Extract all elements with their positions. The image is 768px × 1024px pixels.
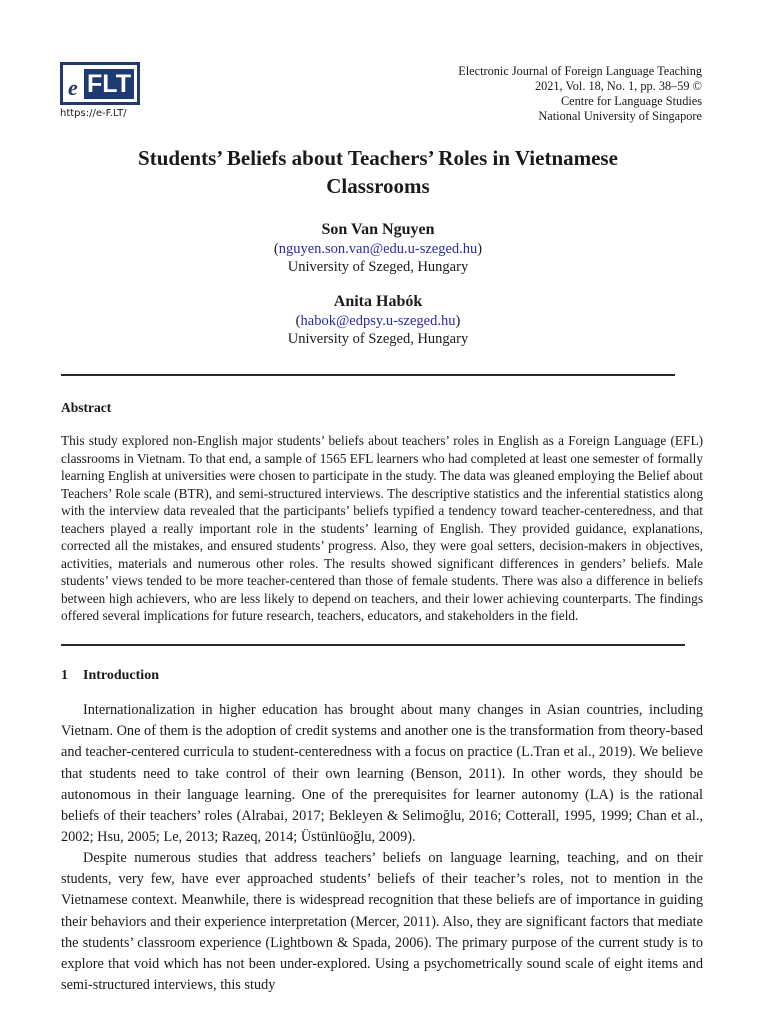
journal-volume: 2021, Vol. 18, No. 1, pp. 38–59 © bbox=[534, 79, 702, 93]
author-affiliation: University of Szeged, Hungary bbox=[287, 331, 469, 347]
author-affiliation: University of Szeged, Hungary bbox=[287, 259, 469, 275]
abstract-text: This study explored non-English major students’ beliefs about teachers’ roles in English as a Foreign Language (EFL) classrooms in Vietnam. To that end, a sample of 1565 EFL learners who had completed at least one semester of formally learning English at universities were chosen to participate in the study. The data was gleaned employing the Belief about Teachers’ Role scale (BTR), and semi-structured interviews. The descriptive statistics and the inferential statistics along with the interview data revealed that the participants’ beliefs typified a tendency toward teacher-centeredness, and that teachers played a really important role in the students’ learning of English. They provided guidance, explanations, corrected all the mistakes, and ensured students’ progress. Also, they were goal setters, decision-makers in objectives, activities, materials and numerous other roles. The results showed significant differences in genders’ beliefs. Male students’ views tended to be more teacher-centered than those of female students. There was also a difference in beliefs between high achievers, who are less likely to depend on teachers, and their lower achieving counterparts. The findings offered several implications for future research, teachers, educators, and stakeholders in the field. bbox=[61, 433, 703, 623]
logo-e-letter: e bbox=[68, 75, 78, 100]
intro-paragraph-1: Internationalization in higher education has brought about many changes in Asian countries, including Vietnam. One of them is the adoption of credit systems and another one is the transformation from theory-based and teacher-centered curricula to student-centeredness with a focus on practice (L.Tran et al., 2019). We believe that students need to take control of their own learning (Benson, 2011). In other words, they should be autonomous in their language learning. One of the prerequisites for learner autonomy (LA) is the rational beliefs of their teachers’ roles (Alrabai, 2017; Bekleyen & Selimoğlu, 2016; Cotterall, 1995, 1999; Chan et al., 2002; Hsu, 2005; Le, 2013; Razeq, 2014; Üstünlüoğlu, 2009). bbox=[61, 702, 703, 846]
paper-title-line-1: Students’ Beliefs about Teachers’ Roles in Vietnamese bbox=[138, 146, 618, 170]
author-block-2 bbox=[60, 292, 696, 348]
paper-title bbox=[60, 144, 696, 200]
journal-centre: Centre for Language Studies bbox=[560, 94, 702, 108]
author-email-line: (habok@edpsy.u-szeged.hu) bbox=[295, 313, 461, 329]
section-heading-introduction bbox=[61, 668, 159, 684]
divider-top bbox=[61, 374, 675, 376]
author-name: Son Van Nguyen bbox=[321, 221, 435, 238]
paper-title-line-2: Classrooms bbox=[326, 174, 430, 198]
journal-citation-block bbox=[458, 64, 702, 124]
section-title: Introduction bbox=[83, 668, 159, 683]
author-email-line: (nguyen.son.van@edu.u-szeged.hu) bbox=[273, 241, 483, 257]
journal-name: Electronic Journal of Foreign Language Teaching bbox=[458, 64, 702, 78]
intro-paragraph-2: Despite numerous studies that address teachers’ beliefs on language learning, teaching, and on their students, very few, have ever approached students’ beliefs of their teacher’s roles, not to mention in the Vietnamese context. Meanwhile, there is widespread recognition that these beliefs are of importance in guiding their behaviors and their experience interpretation (Mercer, 2011). Also, they are significant factors that mediate the students’ classroom experience (Lightbown & Spada, 2006). The primary purpose of the current study is to explore that void which has not been under-explored. Using a psychometrically sound scale of eight items and semi-structured interviews, this study bbox=[61, 850, 703, 994]
divider-bottom bbox=[61, 644, 685, 646]
author-email-link[interactable]: nguyen.son.van@edu.u-szeged.hu bbox=[278, 241, 478, 257]
abstract-heading: Abstract bbox=[61, 400, 112, 415]
journal-url-link[interactable]: https://e-F.LT/ bbox=[60, 108, 127, 119]
journal-institution: National University of Singapore bbox=[538, 109, 702, 123]
author-name: Anita Habók bbox=[333, 293, 423, 310]
journal-logo[interactable] bbox=[60, 62, 140, 105]
author-block-1 bbox=[60, 220, 696, 276]
logo-flt-mark: FLT bbox=[84, 69, 134, 99]
author-email-link[interactable]: habok@edpsy.u-szeged.hu bbox=[300, 313, 456, 329]
section-number: 1 bbox=[61, 668, 68, 683]
